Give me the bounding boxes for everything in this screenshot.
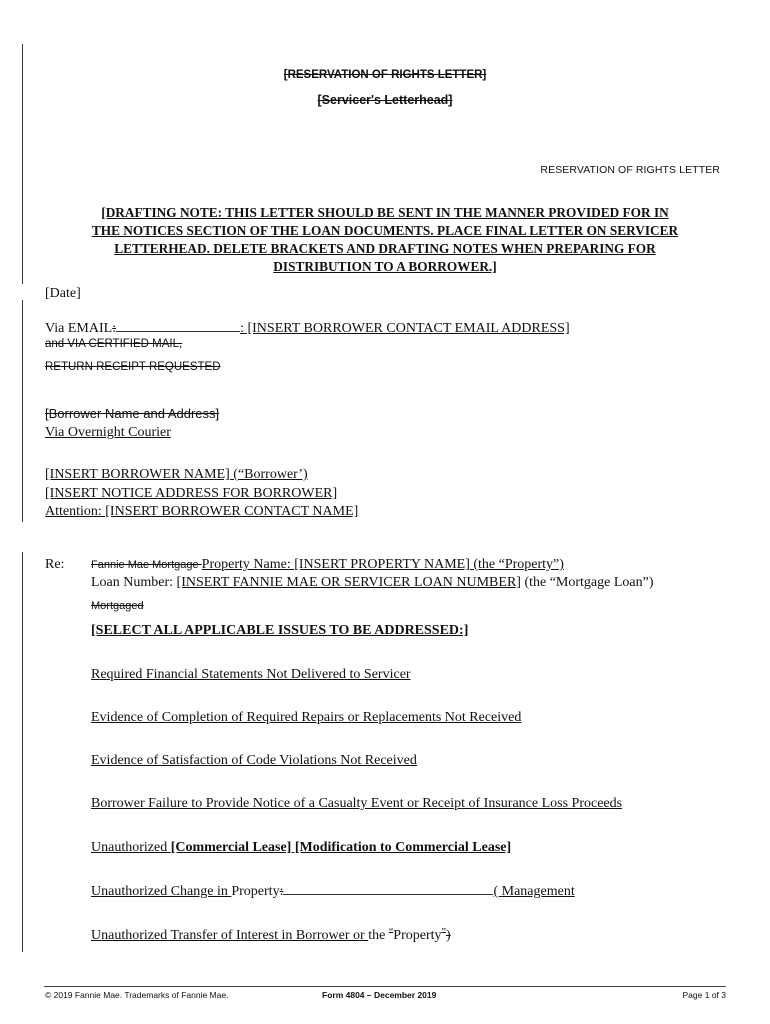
issue-transfer-quote-close: ” xyxy=(441,927,446,938)
drafting-note-line-2: THE NOTICES SECTION OF THE LOAN DOCUMENTS. PLACE FINAL LETTER ON SERVICER xyxy=(91,223,679,238)
struck-letterhead: [Servicer's Letterhead] xyxy=(317,93,453,107)
issue-property-management-suffix: ( Management xyxy=(493,884,575,899)
change-bar-middle xyxy=(22,300,23,522)
issue-property-management xyxy=(91,883,575,900)
issue-transfer-quote-open: “ xyxy=(388,927,394,938)
footer-copyright: © 2019 Fannie Mae. Trademarks of Fannie Mae. xyxy=(45,990,229,1000)
borrower-attention-field: Attention: [INSERT BORROWER CONTACT NAME] xyxy=(45,504,359,519)
struck-return-receipt: RETURN RECEIPT REQUESTED xyxy=(45,361,221,373)
issue-commercial-lease xyxy=(91,840,511,856)
issue-transfer-of-interest xyxy=(91,927,451,944)
struck-borrower-name-address: [Borrower Name and Address] xyxy=(45,406,220,421)
re-label: Re: xyxy=(45,557,65,572)
footer-rule xyxy=(44,986,726,987)
via-overnight-courier: Via Overnight Courier xyxy=(45,425,171,440)
date-placeholder: [Date] xyxy=(45,286,81,301)
via-struck-colon: : xyxy=(112,321,117,336)
struck-mortgaged: Mortgaged xyxy=(91,600,144,612)
loan-number-label: Loan Number: xyxy=(91,575,177,590)
loan-number-suffix: (the “Mortgage Loan”) xyxy=(520,575,654,590)
issue-property-management-property: Property xyxy=(231,884,280,899)
via-email-line xyxy=(45,320,570,337)
issue-casualty-notice: Borrower Failure to Provide Notice of a Casualty Event or Receipt of Insurance Loss Proceeds xyxy=(91,796,623,811)
via-email-inserted: : [INSERT BORROWER CONTACT EMAIL ADDRESS] xyxy=(240,321,570,336)
right-title: RESERVATION OF RIGHTS LETTER xyxy=(540,164,720,176)
issues-heading: [SELECT ALL APPLICABLE ISSUES TO BE ADDRESSED:] xyxy=(91,623,469,638)
footer-page-number: Page 1 of 3 xyxy=(682,990,726,1000)
drafting-note-line-4: DISTRIBUTION TO A BORROWER.] xyxy=(273,259,497,274)
issue-repairs-evidence: Evidence of Completion of Required Repairs or Replacements Not Received xyxy=(91,710,522,725)
issue-transfer-the: the xyxy=(368,928,389,943)
via-email-prefix: Via EMAIL xyxy=(45,321,113,336)
issue-commercial-lease-prefix: Unauthorized xyxy=(91,840,171,855)
issue-transfer-paren: ) xyxy=(445,928,451,943)
issue-transfer-property: Property xyxy=(393,928,442,943)
issue-property-management-prefix: Unauthorized Change in xyxy=(91,884,232,899)
re-loan-line xyxy=(91,575,654,591)
struck-certified-mail: and VIA CERTIFIED MAIL, xyxy=(45,338,183,350)
issue-code-violations: Evidence of Satisfaction of Code Violations Not Received xyxy=(91,753,417,768)
re-property-name: Property Name: [INSERT PROPERTY NAME] (the “Property”) xyxy=(201,557,564,572)
management-blank-line xyxy=(283,883,493,895)
loan-number-value: [INSERT FANNIE MAE OR SERVICER LOAN NUMBER] xyxy=(176,575,521,590)
issue-transfer-prefix: Unauthorized Transfer of Interest in Borrower or xyxy=(91,928,369,943)
drafting-note-line-1: [DRAFTING NOTE: THIS LETTER SHOULD BE SENT IN THE MANNER PROVIDED FOR IN xyxy=(101,205,669,220)
re-struck-prefix: Fannie Mae Mortgage xyxy=(91,559,202,571)
email-blank-line xyxy=(116,320,240,332)
footer-form-number: Form 4804 – December 2019 xyxy=(322,990,437,1000)
drafting-note-line-3: LETTERHEAD. DELETE BRACKETS AND DRAFTING NOTES WHEN PREPARING FOR xyxy=(114,241,656,256)
change-bar-bottom xyxy=(22,552,23,952)
borrower-name-field: [INSERT BORROWER NAME] (“Borrower’) xyxy=(45,467,308,482)
borrower-address-field: [INSERT NOTICE ADDRESS FOR BORROWER] xyxy=(45,486,338,501)
issue-financial-statements: Required Financial Statements Not Delivered to Servicer xyxy=(91,667,411,682)
issue-property-management-struck: : xyxy=(279,884,284,899)
struck-title: [RESERVATION OF RIGHTS LETTER] xyxy=(283,69,487,81)
issue-commercial-lease-options: [Commercial Lease] [Modification to Commercial Lease] xyxy=(170,840,512,855)
re-property-line xyxy=(91,557,564,573)
